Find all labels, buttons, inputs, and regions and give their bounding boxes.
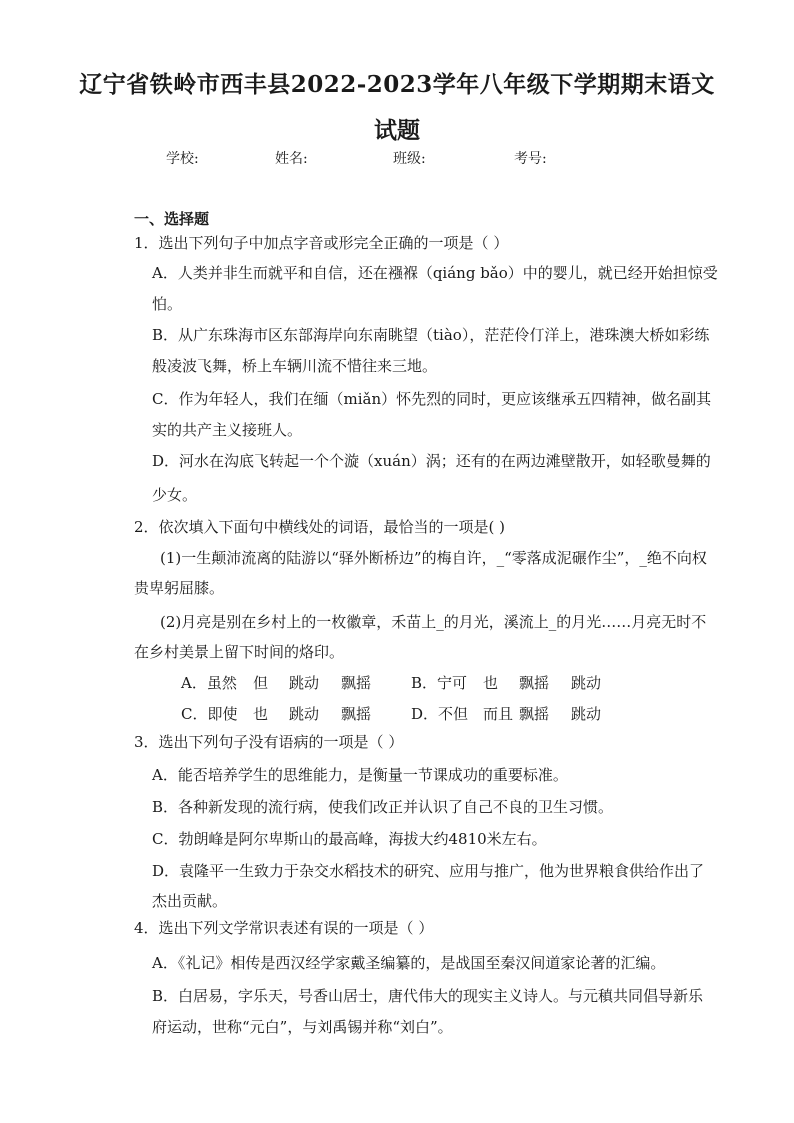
question-3-option-c: C．勃朗峰是阿尔卑斯山的最高峰，海拔大约4810米左右。 [152,830,547,848]
question-1-option-b-cont: 般凌波飞舞，桥上车辆川流不惜往来三地。 [152,357,438,375]
question-2-option-d: D．不但 而且 飘摇 跳动 [411,705,602,723]
question-1-option-d-cont: 少女。 [152,486,198,504]
question-4-option-b-cont: 府运动，世称“元白”，与刘禹锡并称“刘白”。 [152,1018,453,1036]
question-2-option-a: A．虽然 但 跳动 飘摇 [181,674,372,692]
question-1-option-c: C．作为年轻人，我们在缅（miǎn）怀先烈的同时，更应该继承五四精神，做名副其 [152,390,712,408]
question-4-option-a: A．《礼记》相传是西汉经学家戴圣编纂的，是战国至秦汉间道家论著的汇编。 [152,954,666,972]
question-3-option-d: D．袁隆平一生致力于杂交水稻技术的研究、应用与推广，他为世界粮食供给作出了 [152,862,705,880]
document-title: 辽宁省铁岭市西丰县2022-2023学年八年级下学期期末语文 [79,71,715,98]
question-1-option-c-cont: 实的共产主义接班人。 [152,421,303,439]
question-4-stem: 4．选出下列文学常识表述有误的一项是（ ） [134,919,434,937]
question-1-option-b: B．从广东珠海市区东部海岸向东南眺望（tiào），茫茫伶仃洋上，港珠澳大桥如彩练 [152,326,710,344]
class-field-label: 班级: [393,151,426,167]
question-2-option-c: C．即使 也 跳动 飘摇 [181,705,372,723]
document-title-continued: 试题 [374,117,420,144]
section-heading: 一、选择题 [134,210,210,228]
question-3-stem: 3．选出下列句子没有语病的一项是（ ） [134,733,404,751]
question-1-option-a-cont: 怕。 [152,295,183,313]
question-3-option-b: B．各种新发现的流行病，使我们改正并认识了自己不良的卫生习惯。 [152,798,614,816]
question-2-option-b: B．宁可 也 飘摇 跳动 [411,674,602,692]
name-field-label: 姓名: [275,151,308,167]
question-3-option-a: A．能否培养学生的思维能力，是衡量一节课成功的重要标准。 [152,766,568,784]
question-2-sentence-2: (2)月亮是别在乡村上的一枚徽章，禾苗上_的月光，溪流上_的月光……月亮无时不 [160,613,707,631]
question-3-option-d-cont: 杰出贡献。 [152,892,228,910]
question-2-sentence-1: (1)一生颠沛流离的陆游以“驿外断桥边”的梅自许，_“零落成泥碾作尘”，_绝不向权 [160,549,707,567]
question-1-option-d: D．河水在沟底飞转起一个个漩（xuán）涡；还有的在两边滩壁散开，如轻歌曼舞的 [152,452,711,470]
question-4-option-b: B．白居易，字乐天，号香山居士，唐代伟大的现实主义诗人。与元稹共同倡导新乐 [152,987,704,1005]
question-2-stem: 2．依次填入下面句中横线处的词语，最恰当的一项是( ) [134,518,506,536]
question-1-stem: 1．选出下列句子中加点字音或形完全正确的一项是（ ） [134,234,509,252]
school-field-label: 学校: [166,151,199,167]
question-2-sentence-2-cont: 在乡村美景上留下时间的烙印。 [134,643,345,661]
exam-number-field-label: 考号: [514,151,547,167]
question-1-option-a: A．人类并非生而就平和自信，还在襁褓（qiáng bǎo）中的婴儿，就已经开始担惊受 [152,264,718,282]
question-2-sentence-1-cont: 贵卑躬屈膝。 [134,579,225,597]
